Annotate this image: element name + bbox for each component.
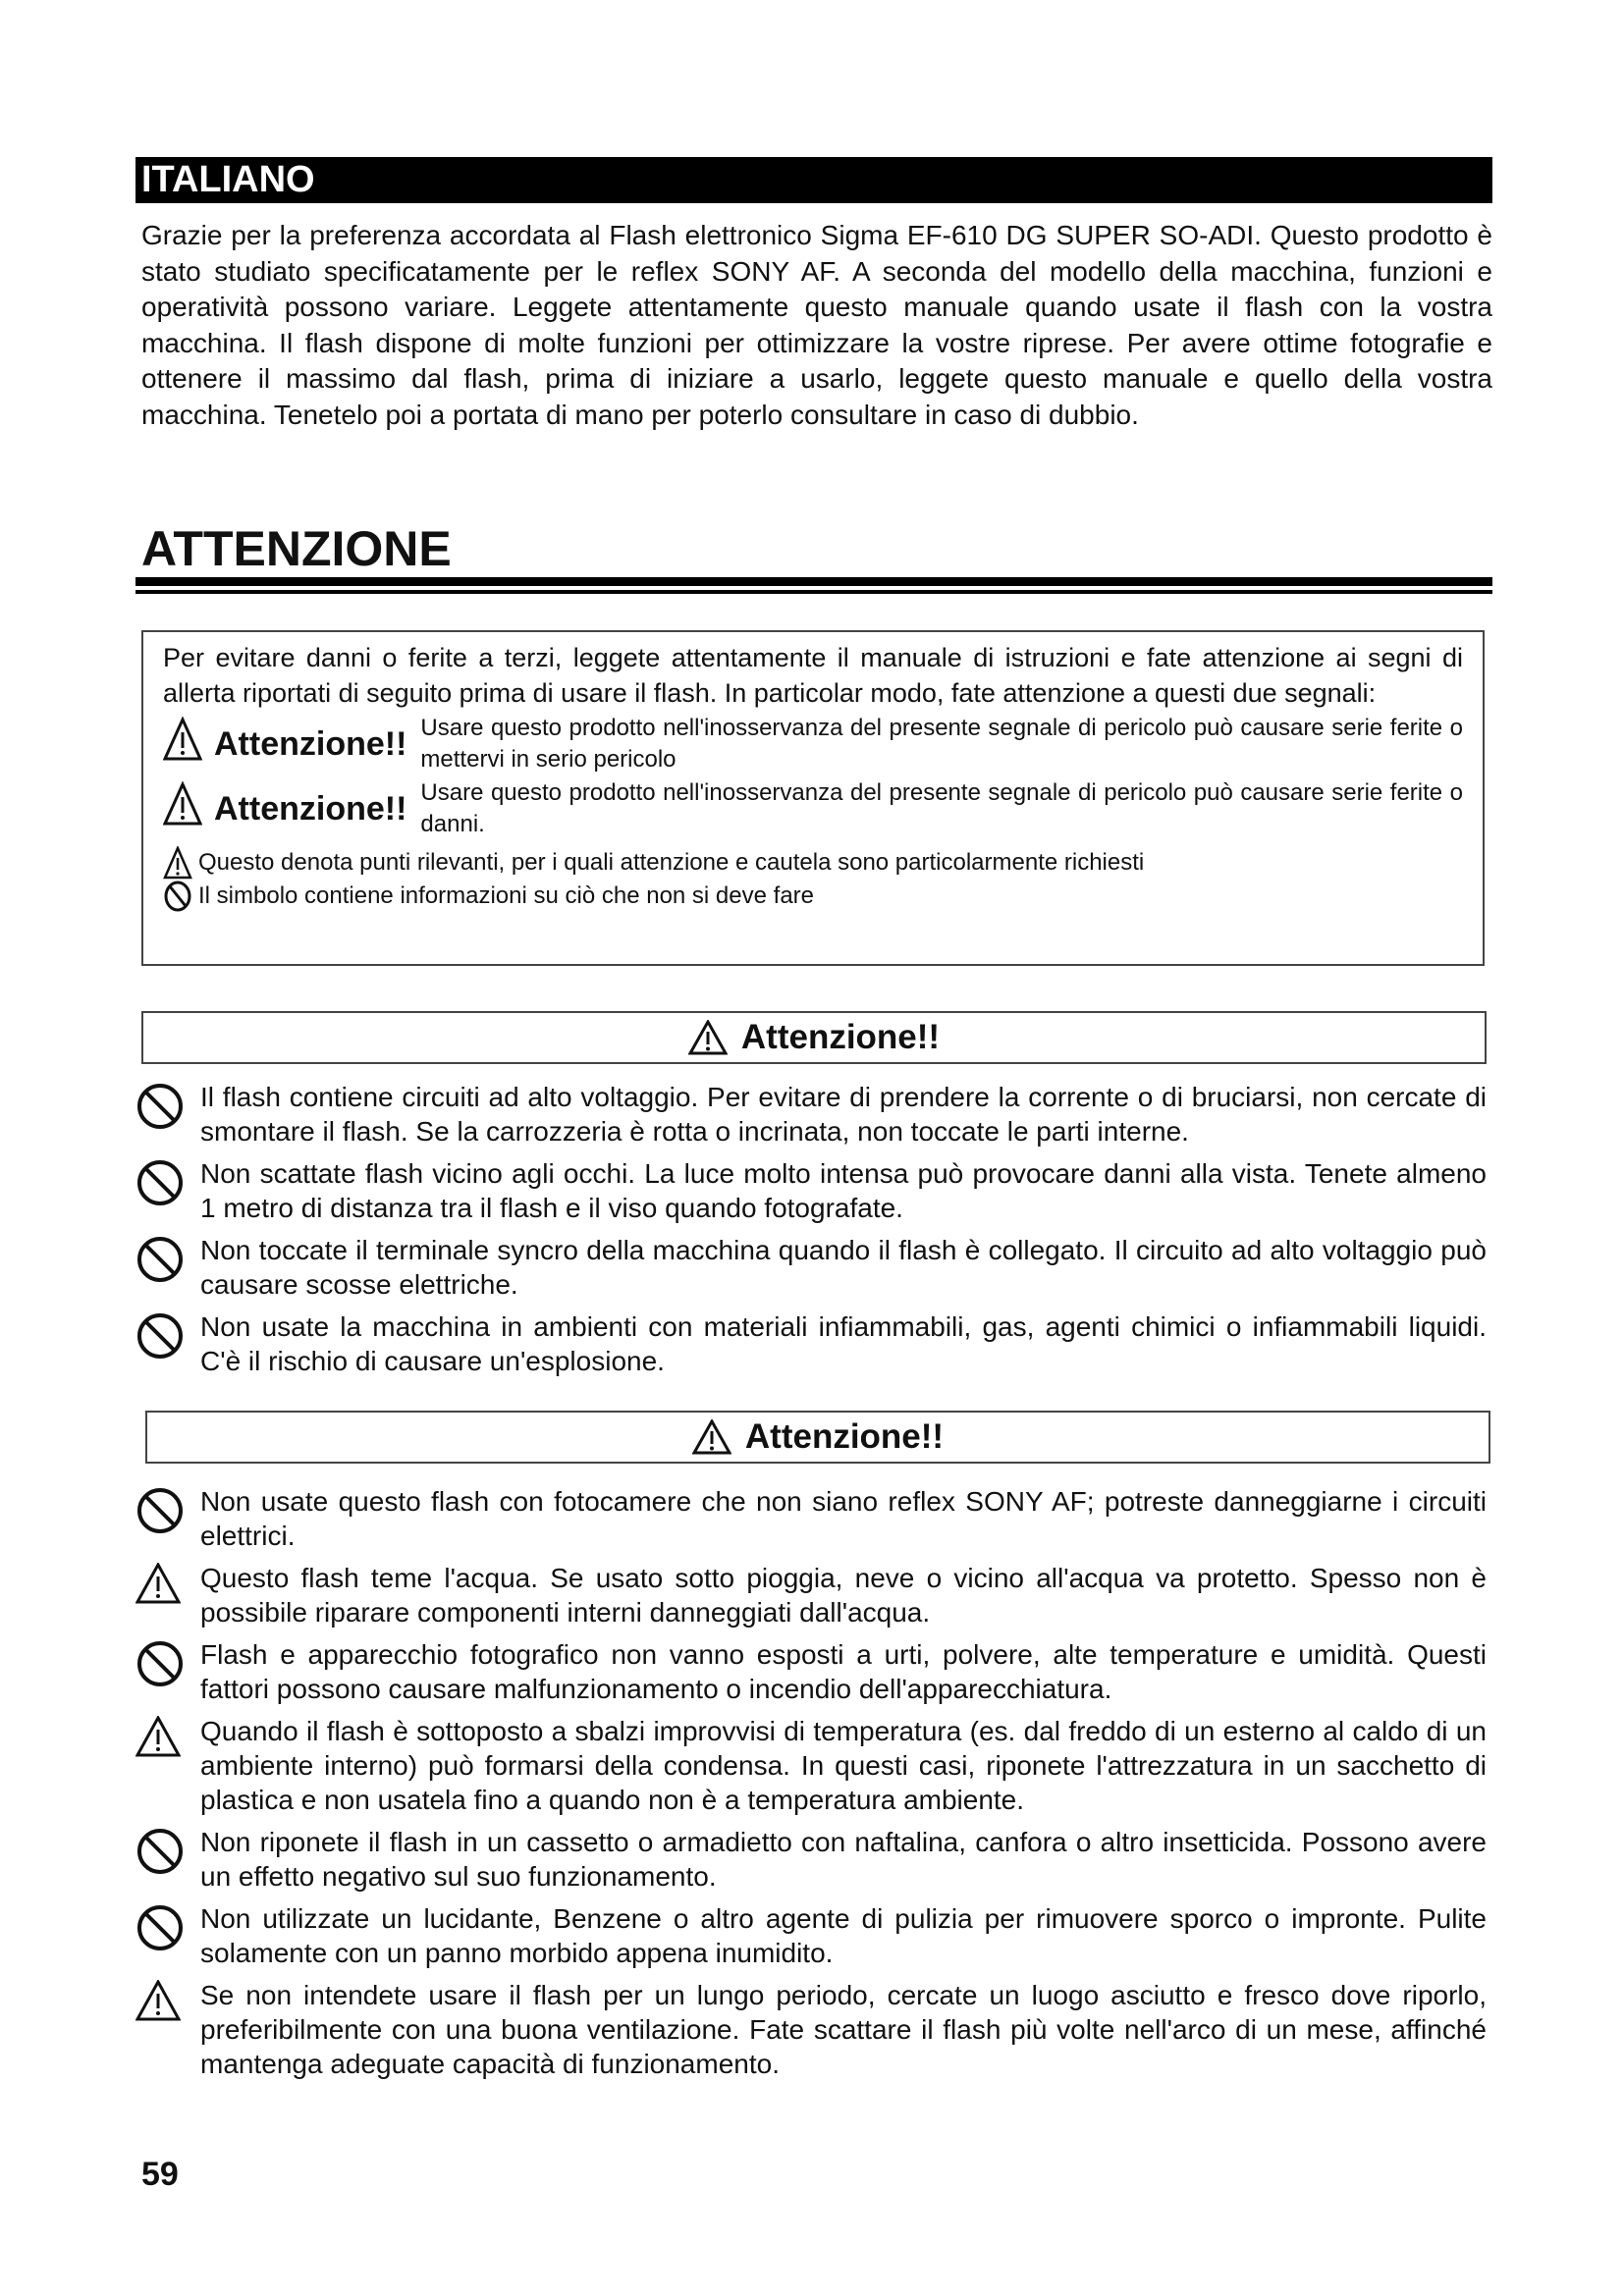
prohibition-icon: [135, 1901, 200, 1960]
intro-paragraph: Grazie per la preferenza accordata al Flash elettronico Sigma EF-610 DG SUPER SO-ADI. Questo prodotto è stato studiato specificatamente per le reflex SONY AF. A seconda del modello della macchina, funzioni e operatività possono variare. Leggete attentamente questo manuale quando usate il flash con la vostra macchina. Il flash dispone di molte funzioni per ottimizzare la vostre riprese. Per avere ottime fotografie e ottenere il massimo dal flash, prima di iniziare a usarlo, leggete questo manuale e quello della vostra macchina. Tenetelo poi a portata di mano per poterlo consultare in caso di dubbio.: [141, 220, 1492, 430]
prohibition-icon: [135, 1484, 200, 1543]
signal-label: Attenzione!!: [214, 790, 407, 828]
legend-text: Questo denota punti rilevanti, per i quali attenzione e cautela sono particolarmente richiesti: [198, 849, 1145, 876]
prohibition-icon: [135, 1156, 200, 1215]
list-item: [135, 1156, 1487, 1225]
item-text: Il flash contiene circuiti ad alto voltaggio. Per evitare di prendere la corrente o di bruciarsi, non cercate di smontare il flash. Se la carrozzeria è rotta o incrinata, non toccate le parti interne.: [200, 1082, 1487, 1147]
caution-list: [135, 1484, 1487, 2089]
warning-header: [141, 1011, 1487, 1064]
signal-text: Usare questo prodotto nell'inosservanza del presente segnale di pericolo può causare serie ferite o mettervi in serio pericolo: [420, 715, 1463, 773]
list-item: [135, 1233, 1487, 1302]
legend-row: [163, 846, 1463, 880]
warning-triangle-icon: [135, 1978, 200, 2029]
warning-title: Attenzione!!: [744, 1417, 945, 1456]
notice-box: [141, 630, 1485, 966]
item-text: Non toccate il terminale syncro della macchina quando il flash è collegato. Il circuito ad alto voltaggio può causare scosse elettriche.: [200, 1235, 1487, 1300]
item-text: Flash e apparecchio fotografico non vanno esposti a urti, polvere, alte temperature e umidità. Questi fattori possono causare malfunzionamento o incendio dell'apparecchiatura.: [200, 1639, 1487, 1704]
signal-row: [163, 777, 1463, 840]
warning-header: [145, 1411, 1490, 1464]
list-item: [135, 1080, 1487, 1148]
list-item: [135, 1484, 1487, 1553]
divider: [135, 590, 1492, 594]
notice-text: Per evitare danni o ferite a terzi, leggete attentamente il manuale di istruzioni e fate attenzione ai segni di allerta riportati di seguito prima di usare il flash. In particolar modo, fate attenzione a questi due segnali:: [163, 643, 1463, 708]
list-item: [135, 1978, 1487, 2081]
list-item: [135, 1714, 1487, 1817]
prohibition-icon: [135, 1233, 200, 1292]
warning-triangle-icon: [692, 1419, 731, 1455]
list-item: [135, 1825, 1487, 1894]
warning-triangle-icon: [688, 1020, 728, 1055]
prohibition-icon: [163, 880, 192, 913]
list-item: [135, 1637, 1487, 1706]
warning-triangle-icon: [163, 781, 202, 827]
page-number: 59: [141, 2156, 179, 2193]
item-text: Se non intendete usare il flash per un lungo periodo, cercate un luogo asciutto e fresco dove riporlo, preferibilmente con una buona ventilazione. Fate scattare il flash più volte nell'arco di un mese, affinché mantenga adeguate capacità di funzionamento.: [200, 1980, 1487, 2079]
signal-row: [163, 713, 1463, 775]
item-text: Non usate la macchina in ambienti con materiali infiammabili, gas, agenti chimici o infiammabili liquidi. C'è il rischio di causare un'esplosione.: [200, 1311, 1487, 1376]
warning-triangle-icon: [163, 846, 192, 880]
item-text: Non riponete il flash in un cassetto o armadietto con naftalina, canfora o altro insetticida. Possono avere un effetto negativo sul suo funzionamento.: [200, 1827, 1487, 1892]
warning-list: [135, 1080, 1487, 1386]
list-item: [135, 1309, 1487, 1378]
item-text: Questo flash teme l'acqua. Se usato sotto pioggia, neve o vicino all'acqua va protetto. Spesso non è possibile riparare componenti interni danneggiati dall'acqua.: [200, 1563, 1487, 1628]
signal-text: Usare questo prodotto nell'inosservanza del presente segnale di pericolo può causare serie ferite o danni.: [420, 779, 1463, 837]
item-text: Non utilizzate un lucidante, Benzene o altro agente di pulizia per rimuovere sporco o impronte. Pulite solamente con un panno morbido appena inumidito.: [200, 1903, 1487, 1968]
warning-triangle-icon: [135, 1714, 200, 1765]
list-item: [135, 1561, 1487, 1629]
prohibition-icon: [135, 1825, 200, 1884]
signal-label: Attenzione!!: [214, 725, 407, 763]
item-text: Quando il flash è sottoposto a sbalzi improvvisi di temperatura (es. dal freddo di un esterno al caldo di un ambiente interno) può formarsi della condensa. In questi casi, riponete l'attrezzatura in un sacchetto di plastica e non usatela fino a quando non è a temperatura ambiente.: [200, 1716, 1487, 1815]
prohibition-icon: [135, 1637, 200, 1696]
item-text: Non usate questo flash con fotocamere che non siano reflex SONY AF; potreste danneggiarne i circuiti elettrici.: [200, 1486, 1487, 1551]
legend-row: [163, 880, 1463, 913]
prohibition-icon: [135, 1080, 200, 1139]
divider: [135, 577, 1492, 586]
warning-triangle-icon: [163, 717, 202, 762]
warning-title: Attenzione!!: [740, 1018, 941, 1056]
prohibition-icon: [135, 1309, 200, 1368]
list-item: [135, 1901, 1487, 1970]
warning-triangle-icon: [135, 1561, 200, 1612]
item-text: Non scattate flash vicino agli occhi. La luce molto intensa può provocare danni alla vista. Tenete almeno 1 metro di distanza tra il flash e il viso quando fotografate.: [200, 1158, 1487, 1223]
language-header: ITALIANO: [135, 157, 1492, 203]
section-title: ATTENZIONE: [141, 521, 452, 576]
legend-text: Il simbolo contiene informazioni su ciò che non si deve fare: [198, 882, 814, 909]
